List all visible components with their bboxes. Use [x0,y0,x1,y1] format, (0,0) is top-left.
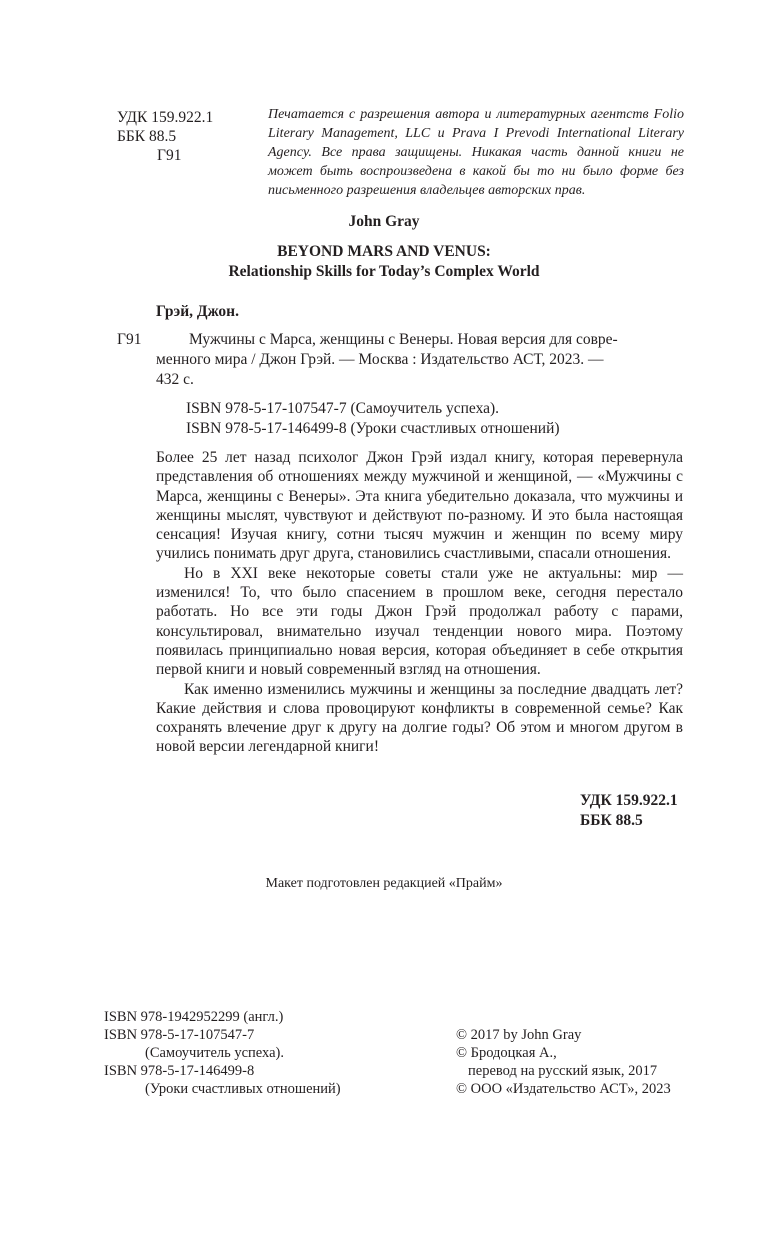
annotation [156,448,683,757]
isbn-series-2-name: (Уроки счастливых отношений) [145,1081,341,1097]
annotation-udk: УДК 159.922.1 [580,792,678,809]
annotation-paragraph-1: Более 25 лет назад психолог Джон Грэй издал книгу, которая перевернула представления об отношениях между мужчиной и женщиной, — «Мужчины с Марса, женщины с Венеры». Эта книга убедительно доказала, что мужчины и женщины мыслят, чувствуют и действуют по-разному. И это была настоящая сенсация! Изучая книгу, сотни тысяч мужчин и женщин по всему миру учились понимать друг друга, становились счастливыми, спасали отношения. [156,449,683,563]
catalog-sign: Г91 [117,331,142,348]
classification-block [117,108,213,165]
isbn-series-1: ISBN 978-5-17-107547-7 [104,1027,255,1043]
copyright-translator: © Бродоцкая А., [456,1045,557,1061]
catalog-isbn-2: ISBN 978-5-17-146499-8 (Уроки счастливых отношений) [186,420,560,437]
catalog-author-heading: Грэй, Джон. [156,303,239,320]
isbn-series-2: ISBN 978-5-17-146499-8 [104,1063,255,1079]
layout-note: Макет подготовлен редакцией «Прайм» [265,876,503,891]
catalog-entry-line3: 432 с. [156,371,194,388]
isbn-block [104,1008,341,1098]
annotation-paragraph-2: Но в XXI веке некоторые советы стали уже не актуальны: мир — изменился! То, что было спасением в прошлом веке, сегодня перестало работать. Но все эти годы Джон Грэй продолжал работу с парами, консультировал, внимательно изучал тенденции нового мира. Поэтому появилась принципиально новая версия, которая объединяет в себе открытия первой книги и новый современный взгляд на отношения. [156,564,683,679]
copyright-publisher: © ООО «Издательство АСТ», 2023 [456,1081,671,1097]
annotation-bbk: ББК 88.5 [580,812,643,829]
isbn-english: ISBN 978-1942952299 (англ.) [104,1009,284,1025]
catalog-entry-line2: менного мира / Джон Грэй. — Москва : Издательство АСТ, 2023. — [156,351,604,368]
bbk-code: ББК 88.5 [117,128,177,145]
udk-code: УДК 159.922.1 [117,109,214,126]
annotation-paragraph-3: Как именно изменились мужчины и женщины за последние двадцать лет? Какие действия и слова провоцируют конфликты в современной семье? Как сохранять влечение друг к другу на долгие годы? Об этом и многом другом в новой версии легендарной книги! [156,680,683,756]
original-author: John Gray [348,213,420,230]
original-title-line2: Relationship Skills for Today’s Complex World [228,263,540,280]
rights-notice: Печатается с разрешения автора и литературных агентств Folio Literary Management, LLC и Prava I Prevodi International Literary Agency. Все права защищены. Никакая часть данной книги не может быть воспроизведена в какой бы то ни было форме без письменного разрешения владельцев авторских прав. [268,107,684,198]
copyright-author: © 2017 by John Gray [456,1027,582,1043]
copyright-block [456,1026,671,1098]
copyright-translation: перевод на русский язык, 2017 [468,1063,658,1079]
catalog-entry-line1: Мужчины с Марса, женщины с Венеры. Новая версия для совре- [189,331,618,348]
isbn-series-1-name: (Самоучитель успеха). [145,1045,284,1061]
author-sign: Г91 [157,147,182,164]
catalog-isbn-1: ISBN 978-5-17-107547-7 (Самоучитель успеха). [186,400,500,417]
original-title-line1: BEYOND MARS AND VENUS: [277,243,491,260]
